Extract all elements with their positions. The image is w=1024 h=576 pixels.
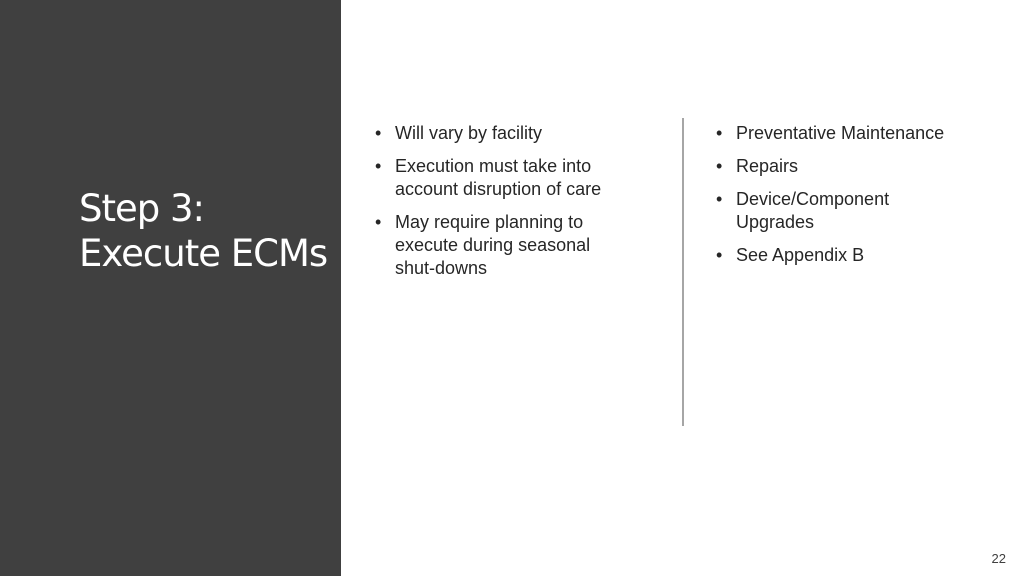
right-content-column (716, 122, 996, 277)
bullet-text-line: See Appendix B (736, 245, 865, 265)
bullet-item (716, 122, 996, 145)
page-number: 22 (991, 551, 1006, 566)
bullet-item (375, 155, 655, 201)
bullet-text-line: May require planning to (395, 212, 584, 232)
right-bullet-list (716, 122, 996, 267)
bullet-dot-icon: • (716, 245, 723, 265)
bullet-item (375, 122, 655, 145)
bullet-dot-icon: • (716, 123, 723, 143)
bullet-text-line: account disruption of care (395, 179, 602, 199)
bullet-dot-icon: • (375, 156, 382, 176)
bullet-dot-icon: • (375, 123, 382, 143)
bullet-dot-icon: • (716, 189, 723, 209)
slide-title (79, 186, 329, 276)
bullet-text-line: Upgrades (736, 212, 815, 232)
bullet-item (716, 188, 996, 234)
slide-title-line-2: Execute ECMs (79, 232, 328, 275)
bullet-text-line: shut-downs (395, 258, 488, 278)
bullet-text-line: Repairs (736, 156, 799, 176)
left-bullet-list (375, 122, 655, 280)
bullet-dot-icon: • (716, 156, 723, 176)
bullet-item (375, 211, 655, 280)
slide-title-line-1: Step 3: (79, 187, 205, 230)
bullet-text-line: execute during seasonal (395, 235, 591, 255)
bullet-text-line: Device/Component (736, 189, 890, 209)
bullet-text-line: Will vary by facility (395, 123, 543, 143)
bullet-text-line: Preventative Maintenance (736, 123, 945, 143)
bullet-item (716, 244, 996, 267)
column-divider (682, 118, 684, 426)
bullet-item (716, 155, 996, 178)
title-panel (0, 0, 341, 576)
bullet-text-line: Execution must take into (395, 156, 592, 176)
bullet-dot-icon: • (375, 212, 382, 232)
left-content-column (375, 122, 655, 290)
